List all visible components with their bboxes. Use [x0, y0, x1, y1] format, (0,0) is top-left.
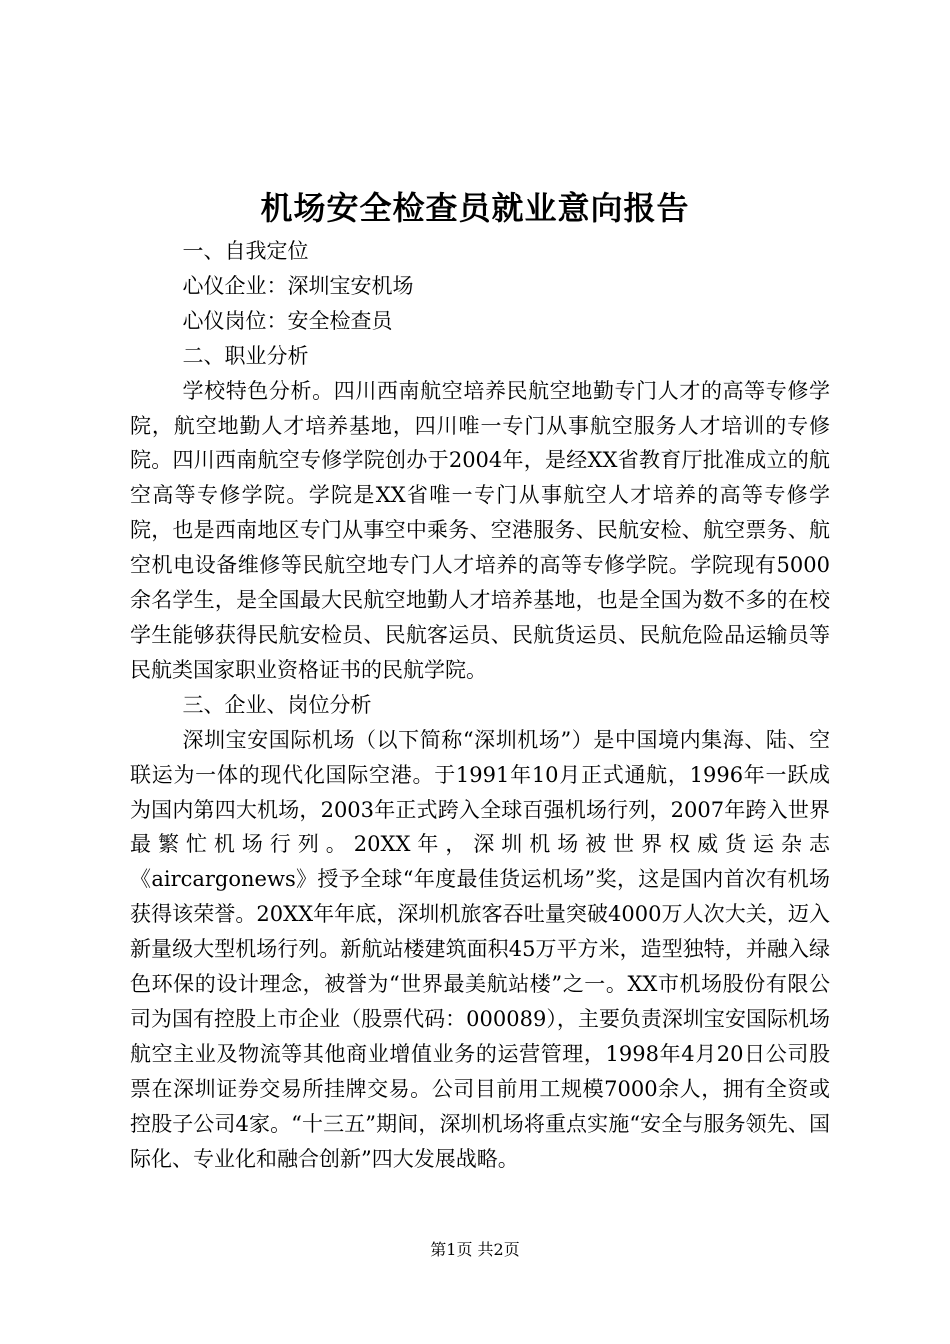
target-company-line: 心仪企业：深圳宝安机场 [182, 273, 414, 298]
document-title: 机场安全检查员就业意向报告 [260, 189, 690, 227]
document-body [130, 234, 830, 1176]
company-analysis-paragraph: 深圳宝安国际机场（以下简称“深圳机场”）是中国境内集海、陆、空联运为一体的现代化国际空港。于1991年10月正式通航，1996年一跃成为国内第四大机场，2003年正式跨入全球百强机场行列，2007年跨入世界最繁忙机场行列。20XX年，深圳机场被世界权威货运杂志《aircargonews》授予全球“年度最佳货运机场”奖，这是国内首次有机场获得该荣誉。20XX年年底，深圳机旅客吞吐量突破4000万人次大关，迈入新量级大型机场行列。新航站楼建筑面积45万平方米，造型独特，并融入绿色环保的设计理念，被誉为“世界最美航站楼”之一。XX市机场股份有限公司为国有控股上市企业（股票代码：000089），主要负责深圳宝安国际机场航空主业及物流等其他商业增值业务的运营管理，1998年4月20日公司股票在深圳证券交易所挂牌交易。公司目前用工规模7000余人，拥有全资或控股子公司4家。“十三五”期间，深圳机场将重点实施“安全与服务领先、国际化、专业化和融合创新”四大发展战略。 [130, 727, 830, 1171]
section-heading-company-analysis: 三、企业、岗位分析 [182, 692, 372, 717]
target-position-line: 心仪岗位：安全检查员 [182, 308, 393, 333]
section-heading-career-analysis: 二、职业分析 [182, 343, 309, 368]
page-footer: 第1页 共2页 [430, 1240, 520, 1259]
section-heading-self-positioning: 一、自我定位 [182, 239, 309, 263]
school-analysis-paragraph: 学校特色分析。四川西南航空培养民航空地勤专门人才的高等专修学院，航空地勤人才培养基地，四川唯一专门从事航空服务人才培训的专修院。四川西南航空专修学院创办于2004年，是经XX省教育厅批准成立的航空高等专修学院。学院是XX省唯一专门从事航空人才培养的高等专修学院，也是西南地区专门从事空中乘务、空港服务、民航安检、航空票务、航空机电设备维修等民航空地专门人才培养的高等专修学院。学院现有5000余名学生，是全国最大民航空地勤人才培养基地，也是全国为数不多的在校学生能够获得民航安检员、民航客运员、民航货运员、民航危险品运输员等民航类国家职业资格证书的民航学院。 [130, 378, 830, 682]
